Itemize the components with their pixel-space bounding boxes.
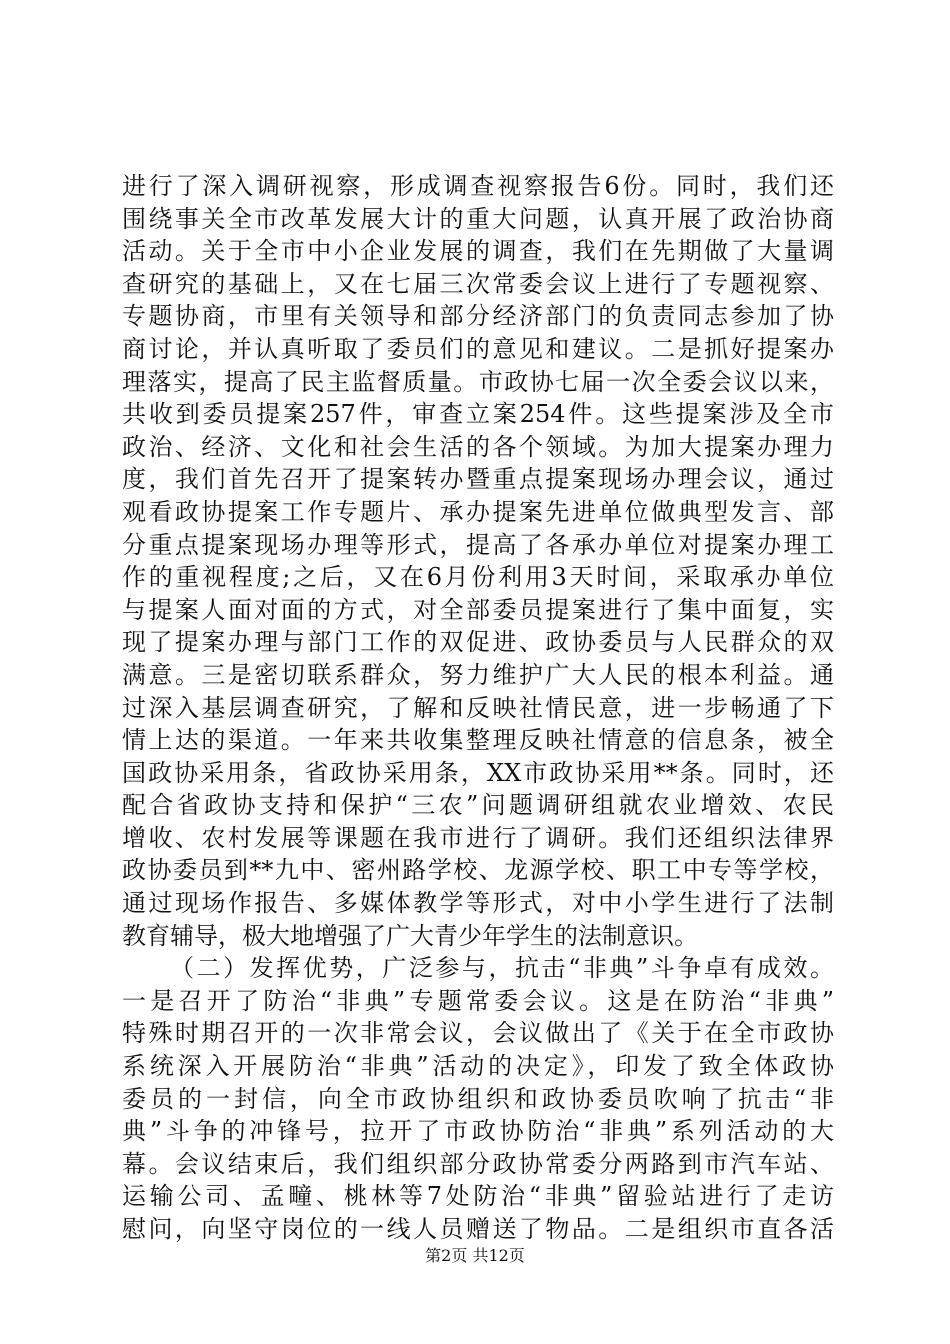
text-line: 分重点提案现场办理等形式，提高了各承办单位对提案办理工 [122,530,834,559]
text-line: 国政协采用条，省政协采用条，XX市政协采用**条。同时，还 [122,758,834,787]
text-line: 度，我们首先召开了提案转办暨重点提案现场办理会议，通过 [122,465,834,494]
text-line: 作的重视程度;之后，又在6月份利用3天时间，采取承办单位 [122,563,834,592]
text-line: 与提案人面对面的方式，对全部委员提案进行了集中面复，实 [122,595,834,624]
text-line: 共收到委员提案257件，审查立案254件。这些提案涉及全市 [122,400,834,429]
text-line: 通过现场作报告、多媒体教学等形式，对中小学生进行了法制 [122,889,834,918]
text-line: 进行了深入调研视察，形成调查视察报告6份。同时，我们还 [122,172,834,200]
text-line: 运输公司、孟疃、桃林等7处防治“非典”留验站进行了走访 [122,1182,834,1211]
text-line: 一是召开了防治“非典”专题常委会议。这是在防治“非典” [122,986,834,1015]
text-line: 情上达的渠道。一年来共收集整理反映社情意的信息条，被全 [122,726,834,755]
text-line: 政治、经济、文化和社会生活的各个领域。为加大提案办理力 [122,432,834,461]
text-line: 满意。三是密切联系群众，努力维护广大人民的根本利益。通 [122,660,834,689]
text-line: 特殊时期召开的一次非常会议，会议做出了《关于在全市政协 [122,1019,834,1048]
text-line: 现了提案办理与部门工作的双促进、政协委员与人民群众的双 [122,628,834,657]
text-line: （二）发挥优势，广泛参与，抗击“非典”斗争卓有成效。 [170,954,834,983]
text-line: 委员的一封信，向全市政协组织和政协委员吹响了抗击“非 [122,1084,834,1113]
text-line: 过深入基层调查研究，了解和反映社情民意，进一步畅通了下 [122,693,834,722]
text-line: 政协委员到**九中、密州路学校、龙源学校、职工中专等学校， [122,856,834,885]
text-line: 增收、农村发展等课题在我市进行了调研。我们还组织法律界 [122,823,834,852]
text-line: 系统深入开展防治“非典”活动的决定》，印发了致全体政协 [122,1052,834,1081]
text-line: 教育辅导，极大地增强了广大青少年学生的法制意识。 [122,921,698,950]
text-line: 活动。关于全市中小企业发展的调查，我们在先期做了大量调 [122,237,834,266]
text-line: 配合省政协支持和保护“三农”问题调研组就农业增效、农民 [122,791,834,820]
text-line: 幕。会议结束后，我们组织部分政协常委分两路到市汽车站、 [122,1149,834,1178]
text-line: 查研究的基础上，又在七届三次常委会议上进行了专题视察、 [122,269,834,298]
text-line: 商讨论，并认真听取了委员们的意见和建议。二是抓好提案办 [122,334,834,363]
text-line: 观看政协提案工作专题片、承办提案先进单位做典型发言、部 [122,497,834,526]
text-line: 典”斗争的冲锋号，拉开了市政协防治“非典”系列活动的大 [122,1117,834,1146]
text-line: 理落实，提高了民主监督质量。市政协七届一次全委会议以来， [122,367,834,396]
page-footer: 第2页 共12页 [425,1246,525,1265]
text-line: 专题协商，市里有关领导和部分经济部门的负责同志参加了协 [122,302,834,331]
body-text [122,170,834,1246]
text-line: 围绕事关全市改革发展大计的重大问题，认真开展了政治协商 [122,204,834,233]
text-line: 慰问，向坚守岗位的一线人员赠送了物品。二是组织市直各活 [122,1215,834,1243]
